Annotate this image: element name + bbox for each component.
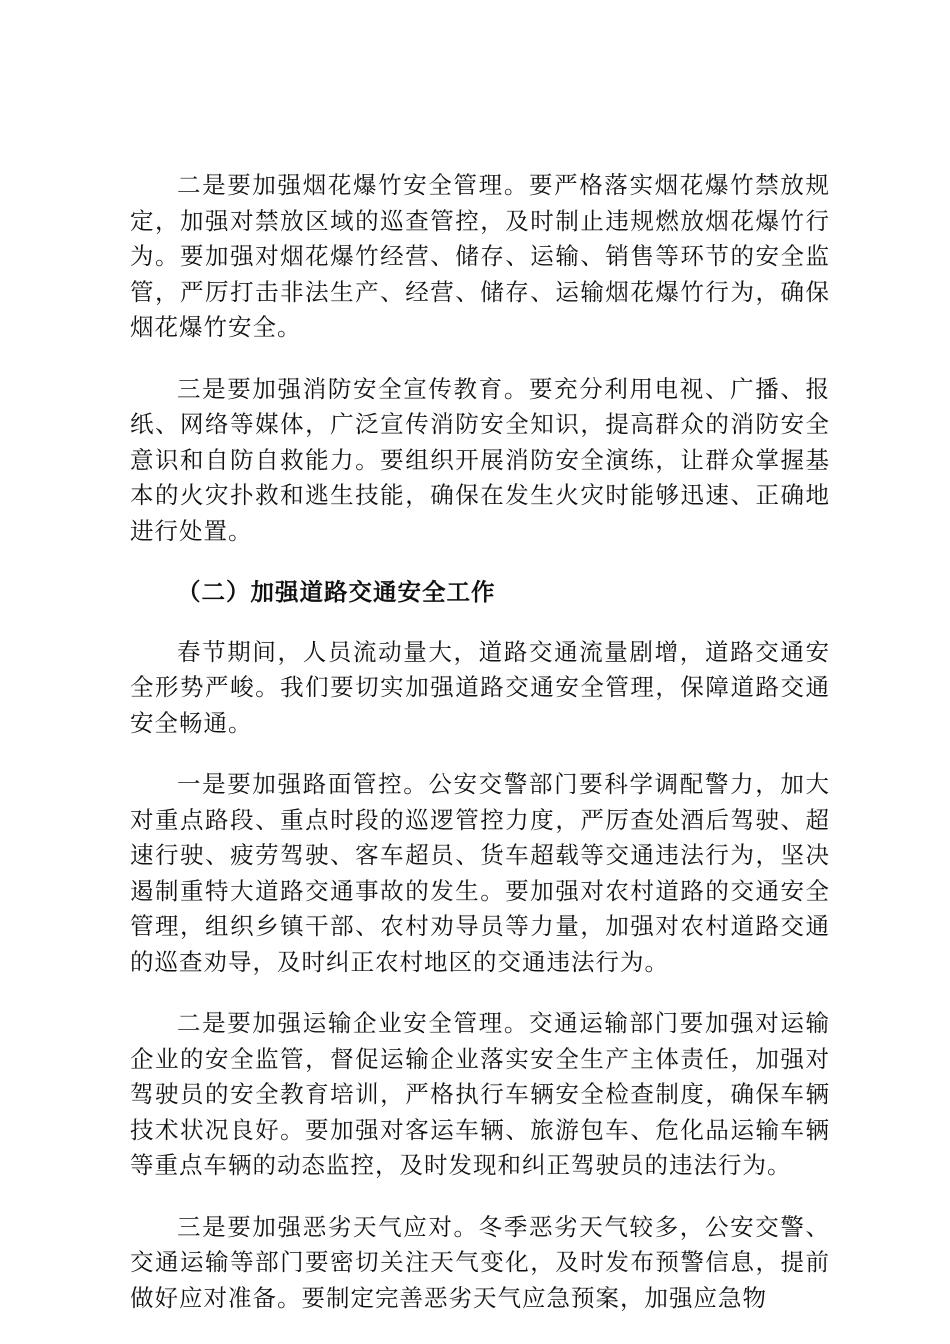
section-heading-road-traffic: （二）加强道路交通安全工作 [177, 578, 496, 606]
paragraph-fireworks-management: 二是要加强烟花爆竹安全管理。要严格落实烟花爆竹禁放规定，加强对禁放区域的巡查管控，及时制止违规燃放烟花爆竹行为。要加强对烟花爆竹经营、储存、运输、销售等环节的安全监管，严厉打击非法生产、经营、储存、运输烟花爆竹行为，确保烟花爆竹安全。 [130, 171, 830, 341]
paragraph-fire-safety-education: 三是要加强消防安全宣传教育。要充分利用电视、广播、报纸、网络等媒体，广泛宣传消防安全知识，提高群众的消防安全意识和自防自救能力。要组织开展消防安全演练，让群众掌握基本的火灾扑救和逃生技能，确保在发生火灾时能够迅速、正确地进行处置。 [130, 374, 830, 545]
paragraph-bad-weather: 三是要加强恶劣天气应对。冬季恶劣天气较多，公安交警、交通运输等部门要密切关注天气变化，及时发布预警信息，提前做好应对准备。要制定完善恶劣天气应急预案，加强应急物 [130, 1212, 830, 1312]
paragraph-road-control: 一是要加强路面管控。公安交警部门要科学调配警力，加大对重点路段、重点时段的巡逻管控力度，严厉查处酒后驾驶、超速行驶、疲劳驾驶、客车超员、货车超载等交通违法行为，坚决遏制重特大道路交通事故的发生。要加强对农村道路的交通安全管理，组织乡镇干部、农村劝导员等力量，加强对农村道路交通的巡查劝导，及时纠正农村地区的交通违法行为。 [130, 770, 830, 976]
paragraph-road-traffic-intro: 春节期间，人员流动量大，道路交通流量剧增，道路交通安全形势严峻。我们要切实加强道路交通安全管理，保障道路交通安全畅通。 [130, 637, 830, 737]
document-body [130, 168, 830, 1342]
paragraph-transport-enterprise: 二是要加强运输企业安全管理。交通运输部门要加强对运输企业的安全监管，督促运输企业落实安全生产主体责任，加强对驾驶员的安全教育培训，严格执行车辆安全检查制度，确保车辆技术状况良好。要加强对客运车辆、旅游包车、危化品运输车辆等重点车辆的动态监控，及时发现和纠正驾驶员的违法行为。 [130, 1009, 830, 1179]
